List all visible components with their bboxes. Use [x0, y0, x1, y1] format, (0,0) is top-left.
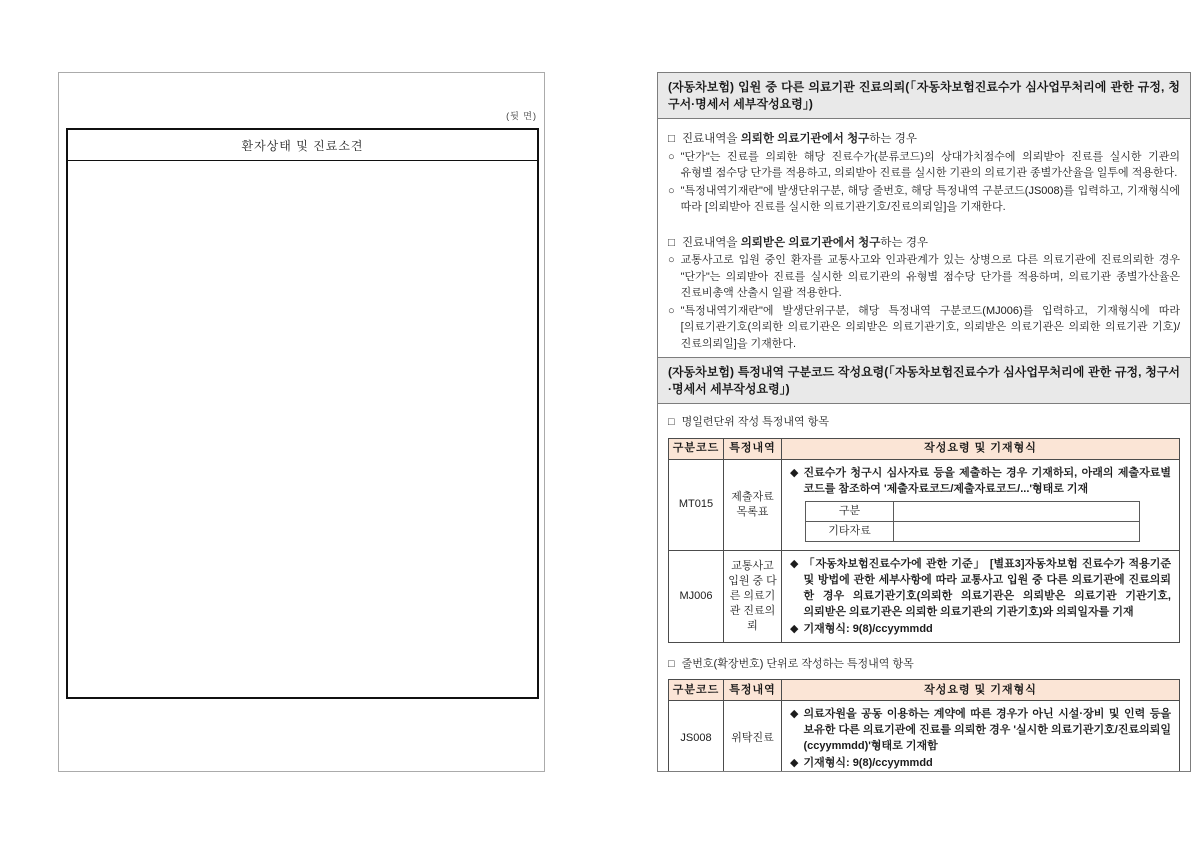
square-bullet-icon: □: [668, 133, 675, 145]
mt015-code: MT015: [669, 459, 724, 550]
js008-desc: [782, 701, 1180, 772]
mj006-desc: [782, 550, 1180, 642]
table-row-mt015: [669, 459, 1180, 550]
case2-item1-text: 교통사고로 입원 중인 환자를 교통사고와 인과관계가 있는 상병으로 다른 의료기관에 진료의뢰한 경우 "단가"는 의뢰받아 진료를 실시한 의료기관의 유형별 점수당 단가를 적용하며, 의료기관 종별가산율은 진료비총액 산출시 일괄 적용한다.: [680, 254, 1180, 299]
inner-row2-label: 기타자료: [806, 521, 894, 541]
subsection1-heading-text: 명일련단위 작성 특정내역 항목: [681, 416, 829, 428]
right-instructions-page: [657, 72, 1191, 772]
patient-status-box: [66, 128, 539, 699]
square-bullet-icon: □: [668, 657, 675, 670]
diamond-bullet-icon: ◆: [790, 708, 799, 720]
mt015-desc: [782, 459, 1180, 550]
case2-heading: [668, 235, 1180, 252]
case1-heading: [668, 131, 1180, 148]
diamond-bullet-icon: ◆: [790, 757, 799, 769]
case1-item2-text: "특정내역기재란"에 발생단위구분, 해당 줄번호, 해당 특정내역 구분코드(JS008)를 입력하고, 기재형식에 따라 [의뢰받아 진료를 실시한 의료기관기호/진료의뢰일]을 기재한다.: [680, 184, 1180, 213]
patient-status-box-title: 환자상태 및 진료소견: [68, 130, 537, 161]
diamond-bullet-icon: ◆: [790, 622, 799, 635]
js008-bullet2-text: 기재형식: 9(8)/ccyymmdd: [803, 757, 933, 769]
diamond-bullet-icon: ◆: [790, 557, 799, 570]
js008-code: JS008: [669, 701, 724, 772]
table1-header-row: [669, 438, 1180, 459]
section2-title: (자동차보험) 특정내역 구분코드 작성요령(「자동차보험진료수가 심사업무처리에 관한 규정, 청구서·명세서 세부작성요령」): [658, 358, 1190, 404]
case2-item2-text: "특정내역기재란"에 발생단위구분, 해당 특정내역 구분코드(MJ006)를 입력하고, 기재형식에 따라 [의료기관기호(의뢰한 의료기관은 의뢰받은 의료기관기호, 의뢰받은 의료기관은 의뢰한 의료기관 기호)/진료의뢰일]을 기재한다.: [680, 304, 1180, 350]
circle-bullet-icon: ○: [668, 304, 675, 317]
table-row-mj006: [669, 550, 1180, 642]
square-bullet-icon: □: [668, 416, 675, 428]
circle-bullet-icon: ○: [668, 254, 675, 266]
js008-bullet1-text: 의료자원을 공동 이용하는 계약에 따른 경우가 아닌 시설·장비 및 인력 등을 보유한 다른 의료기관에 진료를 의뢰한 경우 '실시한 의료기관기호/진료의뢰일(ccyymmdd)'형태로 기재함: [803, 708, 1171, 752]
mj006-bullet1: [790, 556, 1171, 620]
inner-table-row: [806, 521, 1140, 541]
back-side-label: (뒷 면): [506, 111, 537, 121]
mt015-bullet1: [790, 465, 1171, 497]
case2-item1: [668, 252, 1180, 302]
table1-header-desc: 작성요령 및 기재형식: [782, 438, 1180, 459]
spacer: [668, 216, 1180, 231]
inner-row2-value: [894, 521, 1140, 541]
section2-body: [658, 404, 1190, 771]
table1-header-name: 특정내역: [724, 438, 782, 459]
circle-bullet-icon: ○: [668, 184, 675, 197]
case1-item1-text: "단가"는 진료를 의뢰한 해당 진료수가(분류코드)의 상대가치점수에 의뢰받아 진료를 실시한 기관의 유형별 점수당 단가를 적용하고, 의뢰받아 진료를 실시한 기관의 의료기관 종별가산율을 일투에 적용한다.: [680, 150, 1180, 179]
inner-row1-value: [894, 501, 1140, 521]
square-bullet-icon: □: [668, 236, 675, 249]
circle-bullet-icon: ○: [668, 150, 675, 163]
mt015-bullet1-text: 진료수가 청구시 심사자료 등을 제출하는 경우 기재하되, 아래의 제출자료별 코드를 참조하여 '제출자료코드/제출자료코드/...'형태로 기재: [803, 466, 1171, 495]
inner-table-row: [806, 501, 1140, 521]
mj006-bullet2-text: 기재형식: 9(8)/ccyymmdd: [803, 622, 933, 635]
inner-row1-label: 구분: [806, 501, 894, 521]
case1-item1: [668, 149, 1180, 182]
mj006-code: MJ006: [669, 550, 724, 642]
subsection2-heading: [668, 656, 1180, 673]
js008-bullet1: [790, 706, 1171, 754]
subsection1-heading: [668, 414, 1180, 431]
case2-item2: [668, 303, 1180, 353]
subsection2-heading-text: 줄번호(확장번호) 단위로 작성하는 특정내역 항목: [681, 657, 914, 670]
section1-title: (자동차보험) 입원 중 다른 의료기관 진료의뢰(「자동차보험진료수가 심사업무처리에 관한 규정, 청구서·명세서 세부작성요령」): [658, 73, 1190, 119]
js008-bullet2: [790, 755, 1171, 771]
case2-heading-text: 진료내역을 의뢰받은 의료기관에서 청구하는 경우: [681, 236, 929, 249]
diamond-bullet-icon: ◆: [790, 466, 799, 479]
table2-header-name: 특정내역: [724, 680, 782, 701]
left-form-page: [58, 72, 545, 772]
case1-heading-text: 진료내역을 의뢰한 의료기관에서 청구하는 경우: [681, 133, 917, 145]
table2-header-row: [669, 680, 1180, 701]
table2-header-desc: 작성요령 및 기재형식: [782, 680, 1180, 701]
mj006-bullet2: [790, 621, 1171, 637]
case1-item2: [668, 183, 1180, 216]
subsection2-block: [668, 656, 1180, 772]
mt015-name: 제출자료 목록표: [724, 459, 782, 550]
specific-codes-table-2: [668, 679, 1180, 771]
mj006-name: 교통사고 입원 중 다른 의료기관 진료의뢰: [724, 550, 782, 642]
mj006-bullet1-text: 「자동차보험진료수가에 관한 기준」 [별표3]자동차보험 진료수가 적용기준 및 방법에 관한 세부사항에 따라 교통사고 입원 중 다른 의료기관에 진료의뢰 한 경우 의료기관기호(의뢰한 의료기관은 의뢰받은 의료기관 기관기호, 의뢰받은 의료기관은 의뢰한 의료기관의 기관기호)와 의뢰일자를 기재: [803, 557, 1171, 618]
table2-header-code: 구분코드: [669, 680, 724, 701]
js008-name: 위탁진료: [724, 701, 782, 772]
mt015-inner-table: [805, 501, 1140, 542]
specific-codes-table-1: [668, 438, 1180, 643]
table-row-js008: [669, 701, 1180, 772]
table1-header-code: 구분코드: [669, 438, 724, 459]
section1-body: [658, 119, 1190, 358]
